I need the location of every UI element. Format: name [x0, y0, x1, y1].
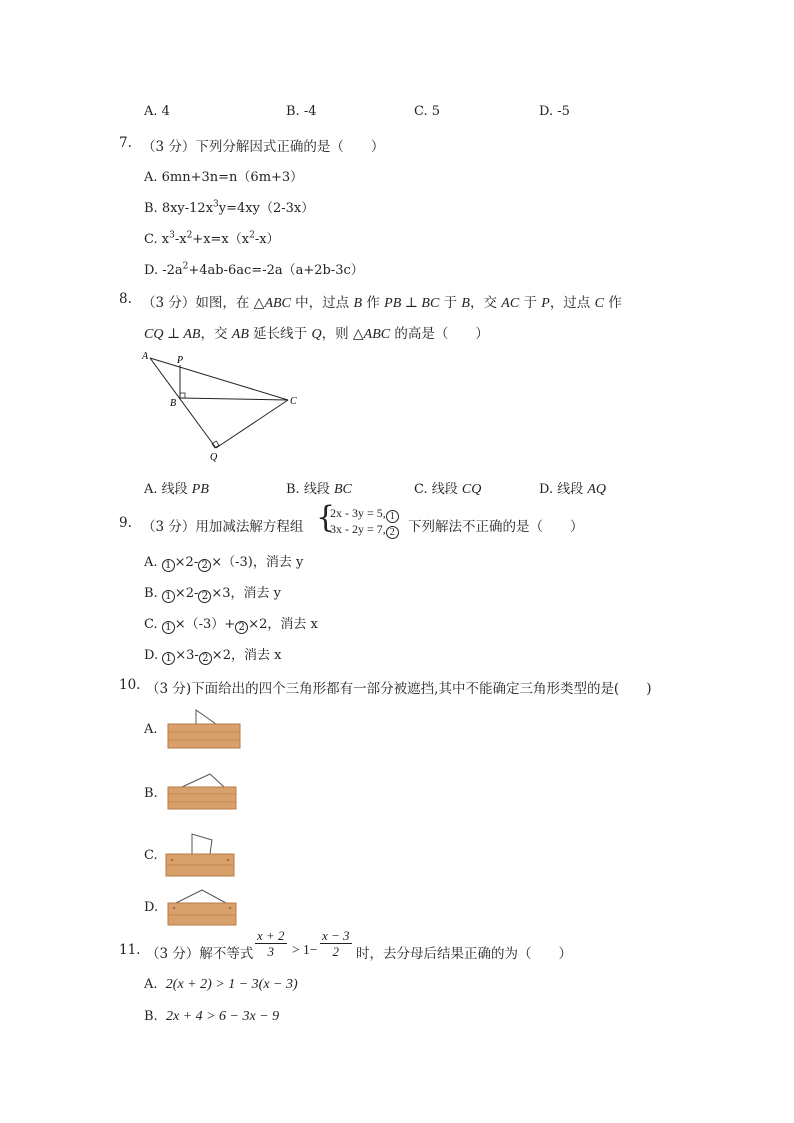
option-d: D. -5 [539, 104, 570, 119]
q7-stem: （3 分）下列分解因式正确的是（ ） [142, 139, 385, 155]
q8-option-a: A. 线段 PB [144, 482, 209, 497]
segment-aq [150, 358, 216, 448]
q10-option-a-image [166, 707, 246, 751]
segment-bc [180, 398, 288, 400]
q10-option-d-label: D. [144, 900, 159, 915]
option-a: A. 4 [144, 104, 170, 119]
q9-option-c: C. 1 ×（-3）+ 2 ×2，消去 x [144, 617, 318, 633]
q8-stem-line1: （3 分）如图，在 △ABC 中，过点 B 作 PB ⊥ BC 于 B，交 AC 于 P，过点 C 作 [142, 295, 622, 311]
right-angle-b [180, 393, 185, 398]
q9-option-d: D. 1 ×3- 2 ×2，消去 x [144, 648, 282, 664]
q10-option-c-image [164, 828, 240, 878]
q10-stem: （3 分)下面给出的四个三角形都有一部分被遮挡,其中不能确定三角形类型的是( ) [146, 681, 652, 697]
q10-option-d-image [166, 888, 246, 928]
q10-number: 10. [119, 677, 141, 693]
q11-stem-pre: （3 分）解不等式 [146, 946, 254, 962]
q8-option-b: B. 线段 BC [286, 482, 352, 497]
label-c: C [290, 396, 297, 407]
q9-stem-post: 下列解法不正确的是（ ） [408, 519, 584, 535]
q9-stem-pre: （3 分）用加减法解方程组 [142, 519, 304, 535]
q10-option-a-label: A. [144, 722, 158, 737]
segment-cq [216, 400, 288, 448]
q9-number: 9. [119, 515, 132, 531]
q10-option-b-image [166, 772, 246, 812]
q9-option-a: A. 1 ×2- 2 ×（-3)，消去 y [144, 555, 304, 571]
q8-stem-line2: CQ ⊥ AB，交 AB 延长线于 Q，则 △ABC 的高是（ ） [144, 326, 489, 342]
segment-ac [150, 358, 288, 400]
label-q: Q [210, 452, 218, 463]
option-b: B. -4 [286, 104, 317, 119]
system-brace: { [316, 500, 336, 535]
q11-option-b: B. 2x + 4 > 6 − 3x − 9 [144, 1009, 280, 1024]
q7-number: 7. [119, 135, 132, 151]
label-p: P [177, 355, 184, 366]
q8-number: 8. [119, 291, 132, 307]
q7-option-b: B. $8xy-12x^3y=4xy(2-3x)$ [144, 199, 315, 216]
q7-option-d: D. $-2a^2+4ab-6ac=-2a(a+2b-3c)$ [144, 261, 364, 278]
fraction-1: $\frac{x + 2}{3}$ [257, 928, 285, 959]
q7-option-a: A. 6mn+3n=n（6m+3） [144, 170, 304, 185]
q8-triangle-figure [138, 350, 308, 465]
q11-stem-post: 时，去分母后结果正确的为（ ） [356, 946, 572, 962]
q11-number: 11. [119, 942, 141, 958]
fraction-2: $\frac{x - 3}{2}$ [322, 928, 350, 959]
label-a: A [142, 351, 149, 362]
q8-option-d: D. 线段 AQ [539, 482, 607, 497]
equation-system: 2x - 3y = 5, 1 3x - 2y = 7, 2 [330, 507, 399, 539]
q8-option-c: C. 线段 CQ [414, 482, 482, 497]
inequality-sign: > 1− [292, 942, 318, 957]
q7-option-c: C. $x^3-x^2+x=x(x^2-x)$ [144, 230, 280, 247]
q10-option-c-label: C. [144, 848, 158, 863]
q11-option-a: A. 2(x + 2) > 1 − 3(x − 3) [144, 977, 298, 992]
option-c: C. 5 [414, 104, 441, 119]
q10-option-b-label: B. [144, 786, 158, 801]
q9-option-b: B. 1 ×2- 2 ×3，消去 y [144, 586, 282, 602]
label-b: B [170, 398, 177, 409]
